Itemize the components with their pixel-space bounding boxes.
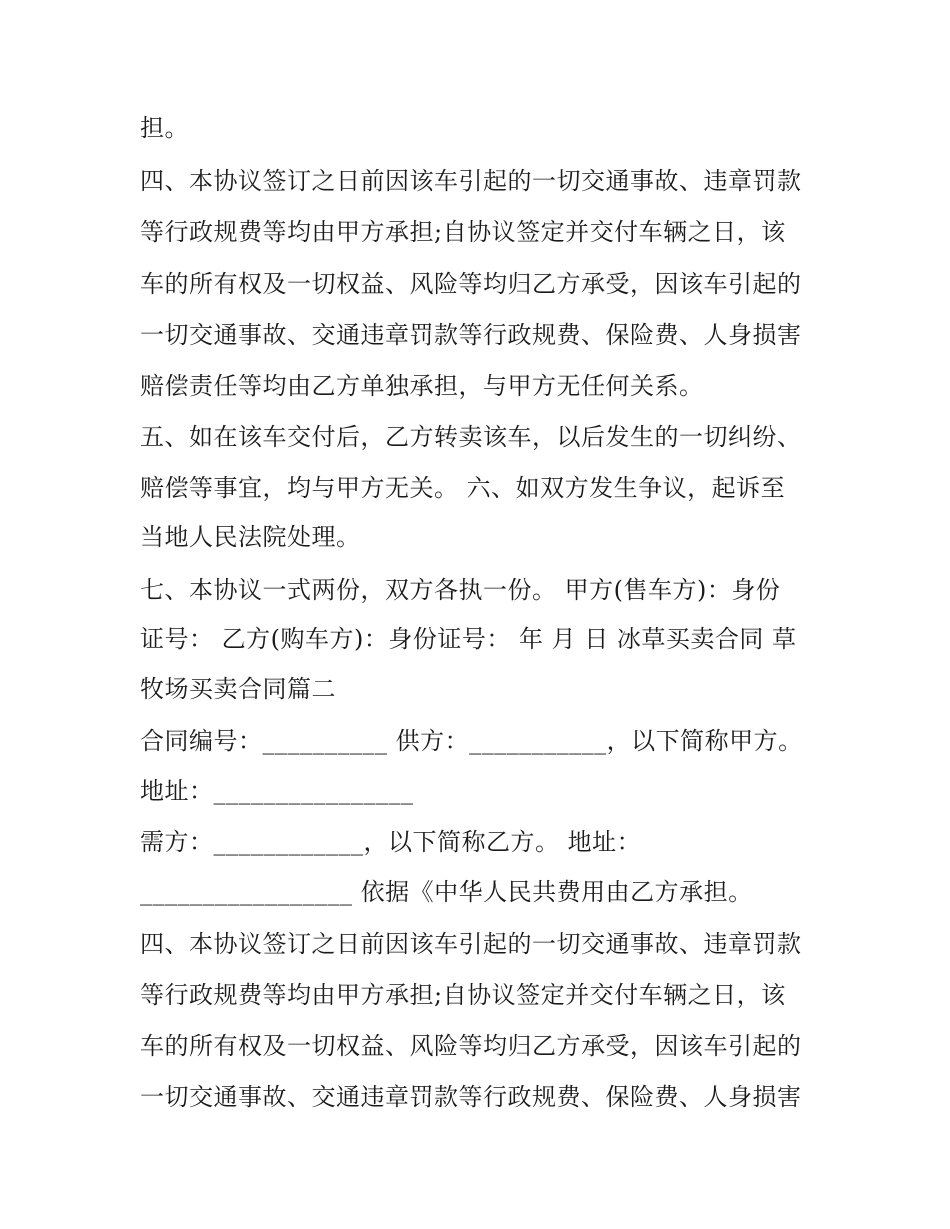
text-line: 五、如在该车交付后，乙方转卖该车，以后发生的一切纠纷、 [140,423,802,451]
text-line: 证号： 乙方(购车方)：身份证号： 年 月 日 冰草买卖合同 草 [140,625,797,653]
text-line: _________________ 依据《中华人民共费用由乙方承担。 [140,878,753,906]
text-line: 合同编号：__________ 供方：___________，以下简称甲方。 [140,727,803,755]
text-line: 牧场买卖合同篇二 [140,675,336,703]
text-line: 七、本协议一式两份，双方各执一份。 甲方(售车方)：身份 [140,576,781,604]
text-line: 四、本协议签订之日前因该车引起的一切交通事故、违章罚款 [140,167,802,195]
text-line: 等行政规费等均由甲方承担;自协议签定并交付车辆之日，该 [140,218,786,246]
text-line: 担。 [140,114,189,142]
text-line: 四、本协议签订之日前因该车引起的一切交通事故、违章罚款 [140,930,802,958]
text-line: 车的所有权及一切权益、风险等均归乙方承受，因该车引起的 [140,270,802,298]
text-line: 赔偿责任等均由乙方单独承担，与甲方无任何关系。 [140,372,704,400]
text-line: 一切交通事故、交通违章罚款等行政规费、保险费、人身损害 [140,321,802,349]
text-line: 一切交通事故、交通违章罚款等行政规费、保险费、人身损害 [140,1083,802,1111]
text-line: 等行政规费等均由甲方承担;自协议签定并交付车辆之日，该 [140,981,786,1009]
text-line: 车的所有权及一切权益、风险等均归乙方承受，因该车引起的 [140,1032,802,1060]
text-line: 地址：________________ [140,777,414,805]
text-line: 当地人民法院处理。 [140,523,361,551]
text-line: 需方：____________，以下简称乙方。 地址： [140,828,642,856]
text-line: 赔偿等事宜，均与甲方无关。 六、如双方发生争议，起诉至 [140,474,786,502]
